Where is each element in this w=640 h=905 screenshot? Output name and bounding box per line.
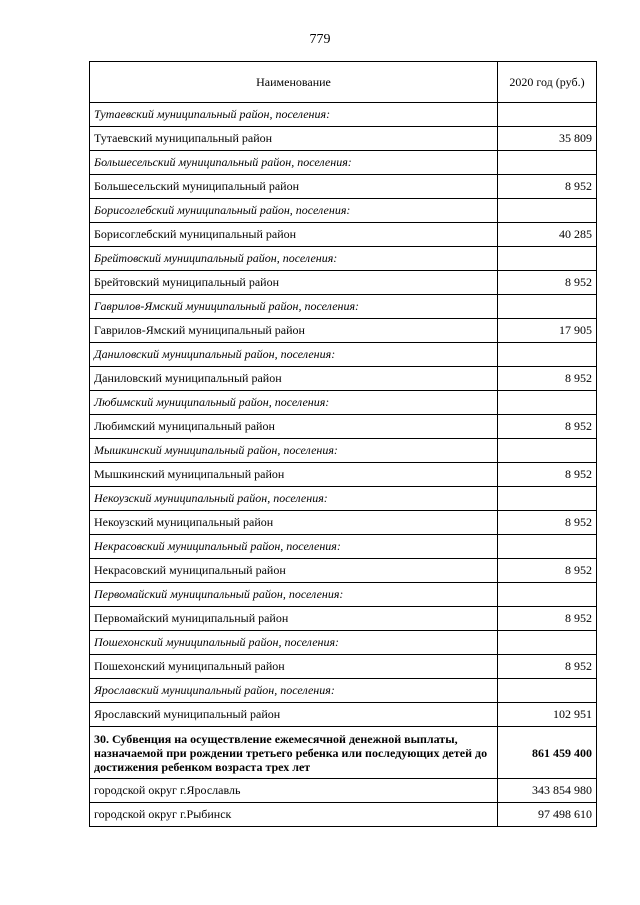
- group-heading-row: [90, 583, 597, 607]
- row-name: Первомайский муниципальный район: [90, 607, 498, 631]
- row-value: 97 498 610: [498, 803, 597, 827]
- row-name: Ярославский муниципальный район: [90, 703, 498, 727]
- row-value: 8 952: [498, 271, 597, 295]
- row-value: 102 951: [498, 703, 597, 727]
- table-row: [90, 127, 597, 151]
- table-row: [90, 703, 597, 727]
- table-row: [90, 223, 597, 247]
- row-name: Большесельский муниципальный район, поселения:: [90, 151, 498, 175]
- row-name: Тутаевский муниципальный район: [90, 127, 498, 151]
- row-value: [498, 583, 597, 607]
- group-heading-row: [90, 247, 597, 271]
- row-name: Гаврилов-Ямский муниципальный район: [90, 319, 498, 343]
- row-name: Борисоглебский муниципальный район, поселения:: [90, 199, 498, 223]
- row-name: 30. Субвенция на осуществление ежемесячной денежной выплаты, назначаемой при рождении третьего ребенка или последующих детей до достижения ребенком возраста трех лет: [90, 727, 498, 779]
- row-name: Любимский муниципальный район: [90, 415, 498, 439]
- column-header-name: Наименование: [90, 62, 498, 103]
- row-name: Даниловский муниципальный район, поселения:: [90, 343, 498, 367]
- table-row: [90, 779, 597, 803]
- row-name: Ярославский муниципальный район, поселения:: [90, 679, 498, 703]
- group-heading-row: [90, 343, 597, 367]
- row-name: Пошехонский муниципальный район: [90, 655, 498, 679]
- row-name: Брейтовский муниципальный район, поселения:: [90, 247, 498, 271]
- row-name: Пошехонский муниципальный район, поселения:: [90, 631, 498, 655]
- row-value: [498, 631, 597, 655]
- row-value: 35 809: [498, 127, 597, 151]
- row-value: 861 459 400: [498, 727, 597, 779]
- table-row: [90, 415, 597, 439]
- table-row: [90, 367, 597, 391]
- row-name: Некрасовский муниципальный район, поселения:: [90, 535, 498, 559]
- row-name: городской округ г.Рыбинск: [90, 803, 498, 827]
- table-row: [90, 271, 597, 295]
- row-value: [498, 535, 597, 559]
- group-heading-row: [90, 439, 597, 463]
- row-name: Некрасовский муниципальный район: [90, 559, 498, 583]
- group-heading-row: [90, 295, 597, 319]
- row-name: Брейтовский муниципальный район: [90, 271, 498, 295]
- table-row: [90, 655, 597, 679]
- group-heading-row: [90, 487, 597, 511]
- group-heading-row: [90, 679, 597, 703]
- group-heading-row: [90, 199, 597, 223]
- subsidy-row: [90, 727, 597, 779]
- group-heading-row: [90, 103, 597, 127]
- table-row: [90, 803, 597, 827]
- row-value: 17 905: [498, 319, 597, 343]
- row-value: [498, 343, 597, 367]
- row-value: [498, 103, 597, 127]
- row-value: [498, 391, 597, 415]
- row-name: Некоузский муниципальный район, поселения:: [90, 487, 498, 511]
- row-name: городской округ г.Ярославль: [90, 779, 498, 803]
- group-heading-row: [90, 151, 597, 175]
- row-value: 8 952: [498, 607, 597, 631]
- group-heading-row: [90, 535, 597, 559]
- table-row: [90, 607, 597, 631]
- row-name: Первомайский муниципальный район, поселения:: [90, 583, 498, 607]
- row-value: 8 952: [498, 175, 597, 199]
- row-value: [498, 151, 597, 175]
- column-header-value: 2020 год (руб.): [498, 62, 597, 103]
- table-row: [90, 463, 597, 487]
- row-value: 8 952: [498, 367, 597, 391]
- row-value: [498, 439, 597, 463]
- row-name: Мышкинский муниципальный район, поселения:: [90, 439, 498, 463]
- row-name: Борисоглебский муниципальный район: [90, 223, 498, 247]
- row-value: 8 952: [498, 415, 597, 439]
- row-value: [498, 679, 597, 703]
- row-name: Мышкинский муниципальный район: [90, 463, 498, 487]
- table-row: [90, 559, 597, 583]
- table-body: [90, 103, 597, 827]
- budget-table: [89, 61, 597, 827]
- table-row: [90, 319, 597, 343]
- row-value: 8 952: [498, 655, 597, 679]
- row-value: [498, 487, 597, 511]
- group-heading-row: [90, 631, 597, 655]
- row-value: 343 854 980: [498, 779, 597, 803]
- row-value: 8 952: [498, 463, 597, 487]
- row-name: Тутаевский муниципальный район, поселения:: [90, 103, 498, 127]
- row-name: Даниловский муниципальный район: [90, 367, 498, 391]
- row-value: 8 952: [498, 511, 597, 535]
- row-value: [498, 295, 597, 319]
- row-name: Гаврилов-Ямский муниципальный район, поселения:: [90, 295, 498, 319]
- row-name: Большесельский муниципальный район: [90, 175, 498, 199]
- table-header-row: [90, 62, 597, 103]
- row-name: Любимский муниципальный район, поселения:: [90, 391, 498, 415]
- row-value: [498, 199, 597, 223]
- row-value: [498, 247, 597, 271]
- table-row: [90, 175, 597, 199]
- row-name: Некоузский муниципальный район: [90, 511, 498, 535]
- page-number: 779: [309, 32, 331, 47]
- row-value: 8 952: [498, 559, 597, 583]
- row-value: 40 285: [498, 223, 597, 247]
- table-row: [90, 511, 597, 535]
- group-heading-row: [90, 391, 597, 415]
